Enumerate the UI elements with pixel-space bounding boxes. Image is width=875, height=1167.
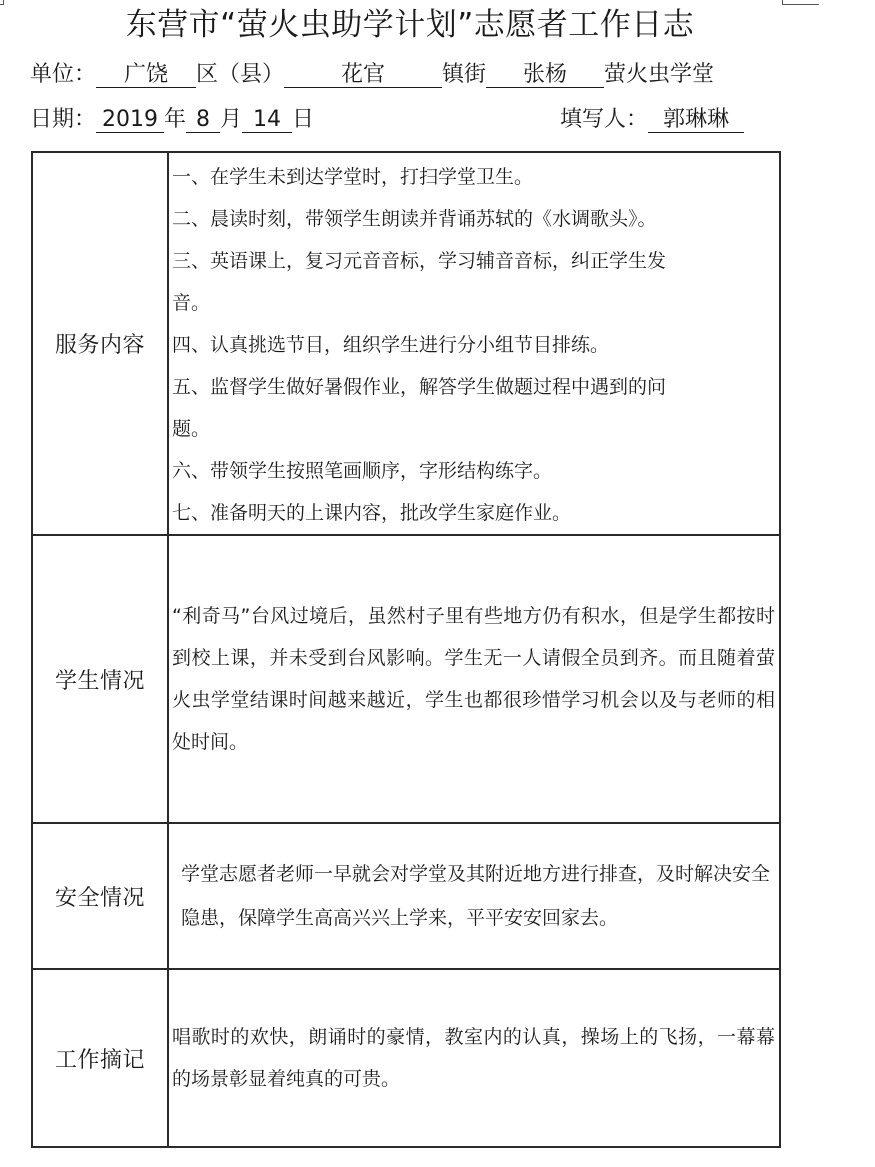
service-line: 三、英语课上，复习元音音标，学习辅音音标，纠正学生发 bbox=[172, 250, 667, 272]
writer-line bbox=[560, 105, 744, 135]
service-label: 服务内容 bbox=[32, 152, 168, 535]
unit-school-field: 张杨 bbox=[486, 63, 604, 88]
writer-label: 填写人： bbox=[560, 107, 649, 132]
notes-text: 唱歌时的欢快，朗诵时的豪情，教室内的认真，操场上的飞扬，一幕幕的场景彰显着纯真的可贵。 bbox=[172, 1026, 775, 1090]
students-label: 学生情况 bbox=[32, 535, 168, 823]
notes-content bbox=[168, 969, 780, 1147]
unit-town-field: 花官 bbox=[284, 63, 442, 88]
unit-label: 单位： bbox=[30, 62, 97, 87]
safety-content bbox=[168, 823, 780, 969]
date-year-field: 2019 bbox=[96, 108, 164, 133]
service-row bbox=[32, 152, 780, 535]
service-line: 一、在学生未到达学堂时，打扫学堂卫生。 bbox=[172, 166, 534, 188]
service-line: 二、晨读时刻，带领学生朗读并背诵苏轼的《水调歌头》。 bbox=[172, 208, 657, 230]
date-month-suffix: 月 bbox=[220, 107, 243, 132]
date-month-field: 8 bbox=[186, 108, 220, 133]
students-content bbox=[168, 535, 780, 823]
date-day-suffix: 日 bbox=[292, 107, 315, 132]
unit-town-suffix: 镇街 bbox=[442, 62, 487, 87]
date-year-suffix: 年 bbox=[164, 107, 187, 132]
students-text: “利奇马”台风过境后，虽然村子里有些地方仍有积水，但是学生都按时到校上课，并未受到台风影响。学生无一人请假全员到齐。而且随着萤火虫学堂结课时间越来越近，学生也都很珍惜学习机会以及与老师的相处时间。 bbox=[172, 605, 775, 753]
service-line: 音。 bbox=[172, 292, 211, 314]
safety-row bbox=[32, 823, 780, 969]
service-line: 四、认真挑选节目，组织学生进行分小组节目排练。 bbox=[172, 334, 610, 356]
date-label: 日期： bbox=[30, 107, 97, 132]
unit-line bbox=[30, 60, 714, 90]
safety-text: 学堂志愿者老师一早就会对学堂及其附近地方进行排查，及时解决安全隐患，保障学生高高兴兴上学来，平平安安回家去。 bbox=[181, 863, 771, 929]
notes-label: 工作摘记 bbox=[32, 969, 168, 1147]
unit-district-suffix: 区（县） bbox=[196, 62, 285, 87]
safety-label: 安全情况 bbox=[32, 823, 168, 969]
service-line: 题。 bbox=[172, 418, 211, 440]
document-title: 东营市“萤火虫助学计划”志愿者工作日志 bbox=[125, 7, 695, 43]
unit-district-field: 广饶 bbox=[96, 63, 196, 88]
date-day-field: 14 bbox=[242, 108, 292, 133]
work-log-table bbox=[31, 151, 781, 1148]
writer-name-field: 郭琳琳 bbox=[648, 108, 744, 133]
service-line: 七、准备明天的上课内容，批改学生家庭作业。 bbox=[172, 502, 572, 524]
service-content bbox=[168, 152, 780, 535]
students-row bbox=[32, 535, 780, 823]
date-line bbox=[30, 105, 314, 135]
service-line: 六、带领学生按照笔画顺序，字形结构练字。 bbox=[172, 460, 553, 482]
notes-row bbox=[32, 969, 780, 1147]
service-line: 五、监督学生做好暑假作业，解答学生做题过程中遇到的问 bbox=[172, 376, 667, 398]
unit-school-suffix: 萤火虫学堂 bbox=[604, 62, 715, 87]
